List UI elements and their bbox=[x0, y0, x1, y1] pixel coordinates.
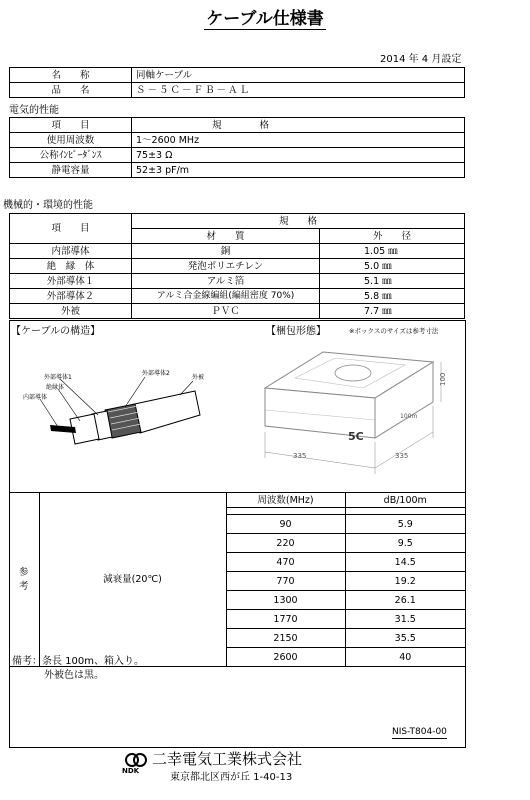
cable-structure-diagram bbox=[20, 365, 215, 455]
box-length-text: 100m bbox=[400, 413, 418, 420]
table-row bbox=[10, 244, 465, 259]
column-header: 規 格 bbox=[132, 214, 465, 229]
box-top-label bbox=[335, 365, 371, 381]
column-header: 外 径 bbox=[320, 229, 465, 244]
cell-diameter: 5.8 ㎜ bbox=[320, 289, 465, 304]
table-row bbox=[10, 289, 465, 304]
table-row bbox=[10, 133, 465, 148]
attenuation-header-row bbox=[9, 493, 465, 508]
label-inner: 内部導体 bbox=[23, 394, 48, 401]
title-text: ケーブル仕様書 bbox=[206, 9, 324, 29]
ndk-logo-icon bbox=[124, 752, 148, 768]
cell-item: 公称ｲﾝﾋﾟｰﾀﾞﾝｽ bbox=[10, 148, 132, 163]
structure-label: 【ケーブルの構造】 bbox=[11, 326, 101, 337]
mechanical-section-label: 機械的・環境的性能 bbox=[3, 200, 93, 211]
cell-freq: 1300 bbox=[226, 591, 345, 610]
cell-diameter: 7.7 ㎜ bbox=[320, 304, 465, 319]
cell-item: 内部導体 bbox=[10, 244, 132, 259]
header-value: 同軸ケーブル bbox=[132, 68, 465, 83]
package-label: 【梱包形態】 bbox=[266, 326, 326, 337]
cell-db: 35.5 bbox=[345, 629, 465, 648]
column-header: 周波数(MHz) bbox=[226, 493, 345, 508]
column-header: 項 目 bbox=[10, 118, 132, 133]
column-header: dB/100m bbox=[345, 493, 465, 508]
electrical-section-label: 電気的性能 bbox=[9, 105, 59, 116]
dim-depth: 335 bbox=[395, 452, 409, 460]
cell-material: アルミ箔 bbox=[132, 274, 320, 289]
box-model-text: 5C bbox=[348, 430, 364, 443]
cell-freq: 2600 bbox=[226, 648, 345, 667]
issue-date: 2014 年 4 月設定 bbox=[380, 54, 462, 65]
table-row bbox=[10, 304, 465, 319]
label-outer1: 外部導体1 bbox=[44, 374, 72, 381]
cell-diameter: 5.1 ㎜ bbox=[320, 274, 465, 289]
cell-material: 銅 bbox=[132, 244, 320, 259]
cell-spec: 1～2600 MHz bbox=[132, 133, 465, 148]
cell-material: アルミ合金線編組(編組密度 70%) bbox=[132, 289, 320, 304]
electrical-table bbox=[9, 117, 465, 178]
reference-item-label: 減衰量(20℃) bbox=[39, 493, 226, 667]
header-label: 名 称 bbox=[10, 68, 132, 83]
remarks-line1: 備考：条長 100m、箱入り。 bbox=[12, 656, 145, 667]
cable-jacket bbox=[130, 391, 200, 433]
column-header: 材 質 bbox=[132, 229, 320, 244]
cell-item: 外被 bbox=[10, 304, 132, 319]
cell-db: 5.9 bbox=[345, 515, 465, 534]
cell-freq: 2150 bbox=[226, 629, 345, 648]
reference-side-label bbox=[9, 493, 39, 667]
cell-item: 静電容量 bbox=[10, 163, 132, 178]
cell-db: 14.5 bbox=[345, 553, 465, 572]
cell-item: 使用周波数 bbox=[10, 133, 132, 148]
column-header: 項 目 bbox=[10, 214, 132, 244]
ndk-logo-text: NDK bbox=[122, 767, 140, 775]
cell-freq: 470 bbox=[226, 553, 345, 572]
cell-db: 40 bbox=[345, 648, 465, 667]
table-row bbox=[10, 163, 465, 178]
cell-spec: 75±3 Ω bbox=[132, 148, 465, 163]
table-row bbox=[10, 148, 465, 163]
cell-db: 31.5 bbox=[345, 610, 465, 629]
cell-item: 外部導体１ bbox=[10, 274, 132, 289]
remarks-line2: 外被色は黒。 bbox=[44, 670, 104, 681]
header-row-name bbox=[10, 68, 465, 83]
gap-cell bbox=[345, 508, 465, 515]
label-outer2: 外部導体2 bbox=[142, 370, 170, 377]
header-label: 品 名 bbox=[10, 83, 132, 98]
label-insulator: 絶縁体 bbox=[46, 384, 65, 391]
mechanical-table bbox=[9, 213, 465, 319]
cell-freq: 770 bbox=[226, 572, 345, 591]
dim-width: 335 bbox=[293, 452, 307, 460]
cell-diameter: 5.0 ㎜ bbox=[320, 259, 465, 274]
gap-cell bbox=[226, 508, 345, 515]
cell-item: 外部導体２ bbox=[10, 289, 132, 304]
cell-item: 絶 縁 体 bbox=[10, 259, 132, 274]
electrical-header-row bbox=[10, 118, 465, 133]
cell-freq: 90 bbox=[226, 515, 345, 534]
attenuation-table bbox=[9, 492, 465, 667]
company-name: 二幸電気工業株式会社 bbox=[152, 750, 303, 768]
cell-db: 26.1 bbox=[345, 591, 465, 610]
header-value: Ｓ－５Ｃ－ＦＢ－ＡＬ bbox=[132, 83, 465, 98]
cell-db: 9.5 bbox=[345, 534, 465, 553]
reference-side-text: 参考 bbox=[18, 566, 29, 592]
table-row bbox=[10, 274, 465, 289]
document-number: NIS-T804-00 bbox=[392, 727, 447, 737]
cell-freq: 220 bbox=[226, 534, 345, 553]
cell-material: 発泡ポリエチレン bbox=[132, 259, 320, 274]
package-note: ※ボックスのサイズは参考寸法 bbox=[349, 327, 439, 335]
header-table bbox=[9, 67, 465, 98]
cell-db: 19.2 bbox=[345, 572, 465, 591]
cell-material: ＰＶＣ bbox=[132, 304, 320, 319]
label-jacket: 外被 bbox=[192, 374, 205, 381]
company-address: 東京都北区西が丘 1-40-13 bbox=[170, 772, 293, 783]
package-box-diagram bbox=[255, 340, 460, 490]
dim-height: 100 bbox=[439, 372, 447, 386]
cell-diameter: 1.05 ㎜ bbox=[320, 244, 465, 259]
table-row bbox=[10, 259, 465, 274]
column-header: 規 格 bbox=[132, 118, 465, 133]
document-title bbox=[0, 4, 530, 29]
header-row-product bbox=[10, 83, 465, 98]
mechanical-header-row bbox=[10, 214, 465, 229]
cell-spec: 52±3 pF/m bbox=[132, 163, 465, 178]
cell-freq: 1770 bbox=[226, 610, 345, 629]
